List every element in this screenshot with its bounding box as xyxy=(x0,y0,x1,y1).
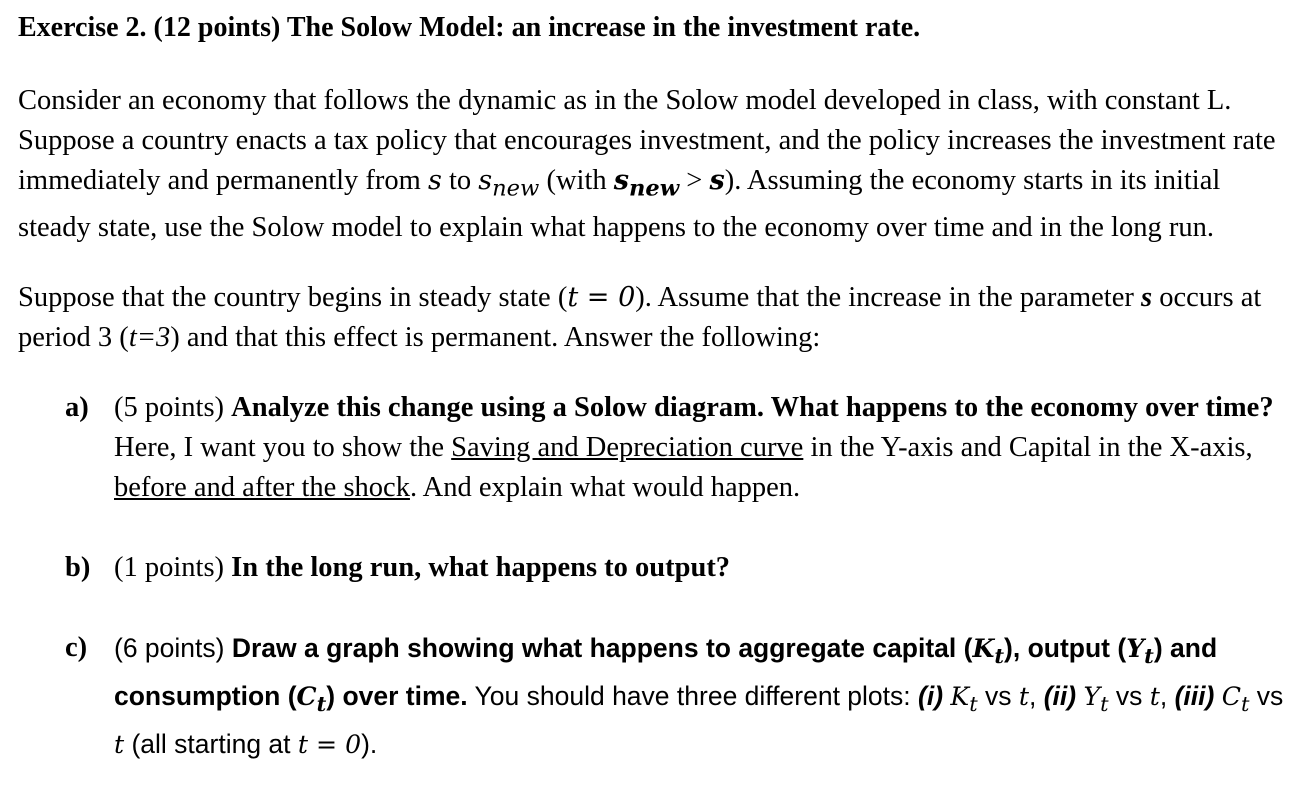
plot-label-i: (i) xyxy=(918,681,944,712)
symbol-s-new: $s_{new}$ xyxy=(478,165,540,202)
intro-text-to: to xyxy=(441,165,479,196)
intro-text-2: ). Assuming the economy starts in its initial steady state, use the Solow model to explain what happens to the economy over time and in the long run. xyxy=(18,165,1221,244)
symbol-s: s xyxy=(427,165,442,196)
question-c-bold: Draw a graph showing what happens to aggregate capital $(K_t)$, output $(Y_t)$ and consumption $(C_t)$ over time. xyxy=(114,633,1218,717)
question-c-points: (6 points) xyxy=(114,633,232,664)
plot-label-iii: (iii) xyxy=(1174,681,1215,712)
symbol-s-new-bold: $s_{new}$ xyxy=(613,165,680,202)
question-c-marker: c) xyxy=(65,632,88,664)
setup-text-4: ) and that this effect is permanent. Answer the following: xyxy=(170,322,821,354)
question-b-bold: In the long run, what happens to output? xyxy=(231,552,731,584)
setup-text-2: ). Assume that the increase in the parameter xyxy=(635,282,1141,314)
question-b-points: (1 points) xyxy=(114,552,232,584)
question-c: c) (6 points) Draw a graph showing what happens to aggregate capital $(K_t)$, output $(Y_t)$ and consumption $(C_t)$ over time. You should have three different plots: (i) $K_t$ vs t, (ii) $Y_t$ vs t, (iii) $C_t$ vs t (all starting at t = 0). xyxy=(18,628,1286,765)
setup-text-1: Suppose that the country begins in steady state ( xyxy=(18,282,568,314)
document-page xyxy=(18,8,1286,765)
underline-saving-depreciation: Saving and Depreciation curve xyxy=(451,432,804,464)
intro-text-1: Consider an economy that follows the dynamic as in the Solow model developed in class, with constant L. Suppose a country enacts a tax policy that encourages investment, and the policy increases the investment rate immediately and permanently from xyxy=(18,85,1276,196)
math-t-equals-3: t=3 xyxy=(128,322,171,354)
setup-text-3: occurs at period 3 ( xyxy=(18,282,1262,354)
intro-text-with: (with xyxy=(539,165,614,196)
math-t-equals-0: t = 0 xyxy=(567,282,636,314)
question-a-points: (5 points) xyxy=(114,392,232,424)
exercise-title: Exercise 2. (12 points) The Solow Model: an increase in the investment rate. xyxy=(18,12,921,43)
parameter-s: s xyxy=(1140,282,1153,314)
setup-paragraph xyxy=(18,278,1286,358)
question-b-marker: b) xyxy=(65,552,91,584)
question-b xyxy=(18,548,1286,588)
underline-before-after-shock: before and after the shock xyxy=(114,472,410,504)
plot-label-ii: (ii) xyxy=(1043,681,1077,712)
question-a-marker: a) xyxy=(65,392,89,424)
intro-text-gt: > xyxy=(679,165,710,196)
question-a-bold: Analyze this change using a Solow diagram. What happens to the economy over time? xyxy=(231,392,1274,424)
question-a: a) (5 points) Analyze this change using a Solow diagram. What happens to the economy over time? Here, I want you to show the Saving and Depreciation curve in the Y-axis and Capital in the X-axis, before and after the shock. And explain what would happen. xyxy=(18,388,1286,508)
symbol-s-bold: s xyxy=(709,165,725,196)
intro-paragraph xyxy=(18,81,1286,248)
